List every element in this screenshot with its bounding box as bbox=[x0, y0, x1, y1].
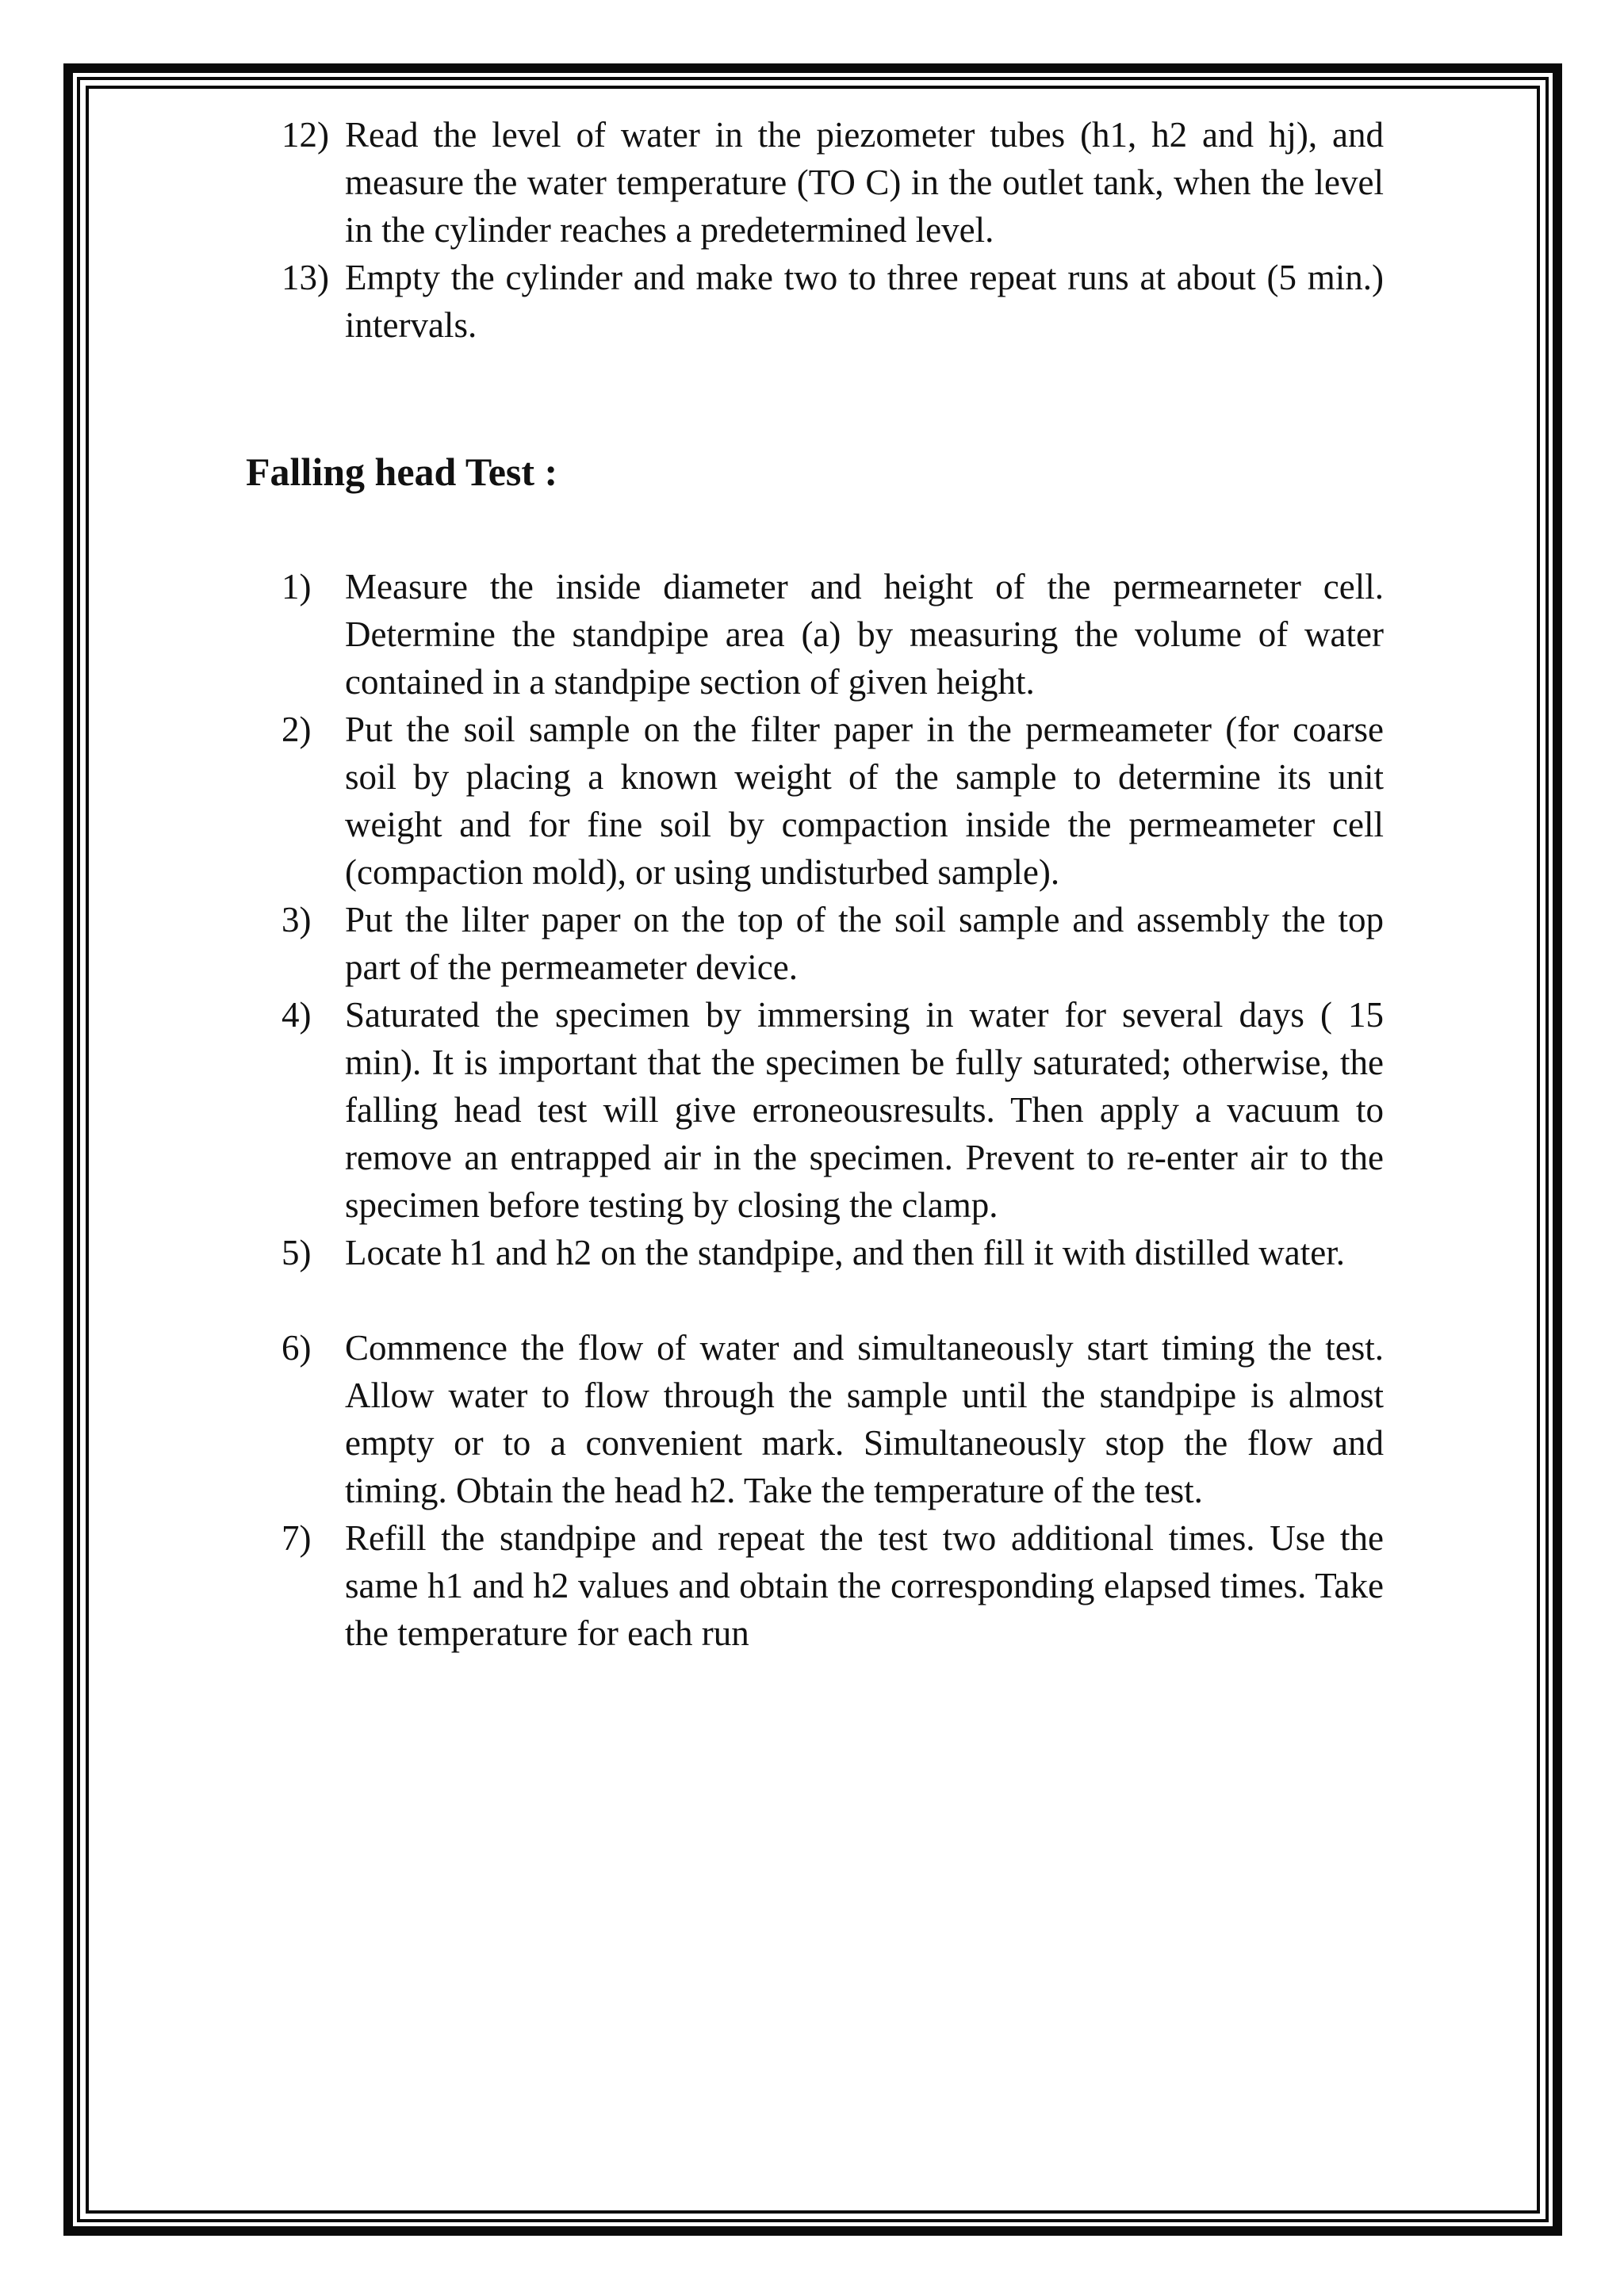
step-number: 6) bbox=[282, 1328, 312, 1368]
list-item-number: 13) bbox=[282, 258, 329, 297]
step-text: Refill the standpipe and repeat the test two additional times. Use the same h1 and h2 values and obtain the corresponding elapsed times. Take the temperature for each run bbox=[345, 1518, 1384, 1653]
step-number: 7) bbox=[282, 1518, 312, 1558]
step-item-2 bbox=[282, 706, 1384, 896]
step-item-6 bbox=[282, 1324, 1384, 1514]
list-item-number: 12) bbox=[282, 115, 329, 155]
step-item-4 bbox=[282, 991, 1384, 1229]
list-item-12 bbox=[282, 111, 1384, 254]
list-item-text: Empty the cylinder and make two to three repeat runs at about (5 min.) intervals. bbox=[345, 258, 1384, 345]
step-text: Saturated the specimen by immersing in water for several days ( 15 min). It is important that the specimen be fully saturated; otherwise, the falling head test will give erroneousresults. Then apply a vacuum to remove an entrapped air in the specimen. Prevent to re-enter air to the specimen before testing by closing the clamp. bbox=[345, 995, 1384, 1225]
step-item-1 bbox=[282, 563, 1384, 706]
list-item-13 bbox=[282, 254, 1384, 349]
step-number: 3) bbox=[282, 900, 312, 939]
step-text: Locate h1 and h2 on the standpipe, and then fill it with distilled water. bbox=[345, 1233, 1345, 1272]
step-text: Put the lilter paper on the top of the soil sample and assembly the top part of the permeameter device. bbox=[345, 900, 1384, 987]
step-text: Commence the flow of water and simultaneously start timing the test. Allow water to flow through the sample until the standpipe is almost empty or to a convenient mark. Simultaneously stop the flow and timing. Obtain the head h2. Take the temperature of the test. bbox=[345, 1328, 1384, 1510]
step-number: 2) bbox=[282, 710, 312, 749]
step-number: 1) bbox=[282, 567, 312, 607]
step-number: 4) bbox=[282, 995, 312, 1035]
step-text: Measure the inside diameter and height of the permearneter cell. Determine the standpipe area (a) by measuring the volume of water contained in a standpipe section of given height. bbox=[345, 567, 1384, 702]
section-heading: Falling head Test : bbox=[246, 450, 558, 494]
step-item-5 bbox=[282, 1229, 1384, 1276]
step-item-3 bbox=[282, 896, 1384, 991]
step-item-7 bbox=[282, 1514, 1384, 1657]
step-text: Put the soil sample on the filter paper in the permeameter (for coarse soil by placing a known weight of the sample to determine its unit weight and for fine soil by compaction inside the permeameter cell (compaction mold), or using undisturbed sample). bbox=[345, 710, 1384, 892]
list-item-text: Read the level of water in the piezometer tubes (h1, h2 and hj), and measure the water temperature (TO C) in the outlet tank, when the level in the cylinder reaches a predetermined level. bbox=[345, 115, 1384, 250]
step-number: 5) bbox=[282, 1233, 312, 1272]
